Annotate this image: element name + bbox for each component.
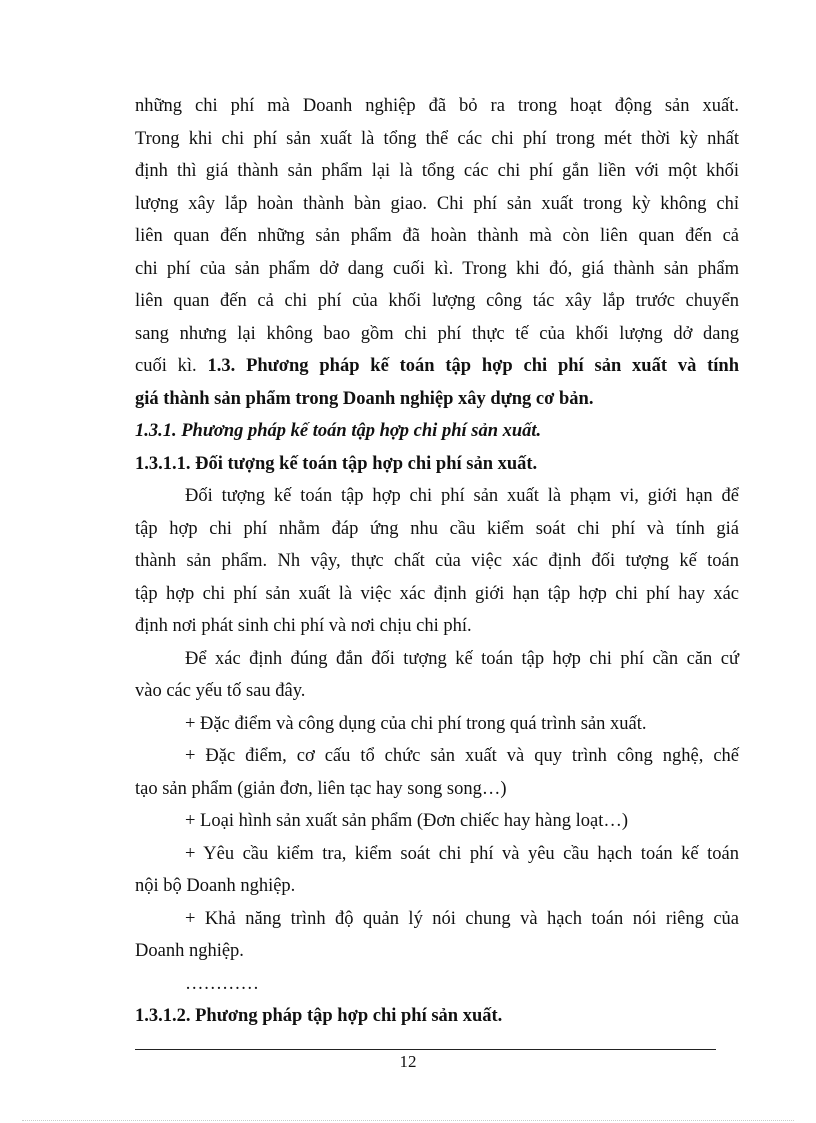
- bullet-item: + Đặc điểm, cơ cấu tổ chức sản xuất và quy trình công nghệ, chế: [185, 746, 739, 766]
- page-body: [135, 90, 739, 1033]
- bullet-item: + Khả năng trình độ quản lý nói chung và hạch toán nói riêng của: [185, 908, 739, 929]
- body-line: Trong khi chi phí sản xuất là tổng thể các chi phí trong mét thời kỳ nhất: [135, 128, 739, 149]
- body-line: Đối tượng kế toán tập hợp chi phí sản xuất là phạm vi, giới hạn để: [185, 486, 739, 506]
- body-line: liên quan đến cả chi phí của khối lượng công tác xây lắp trước chuyển: [135, 291, 739, 311]
- section-heading-1-3: 1.3. Phương pháp kế toán tập hợp chi phí sản xuất và tính: [207, 356, 740, 376]
- body-line: tập hợp chi phí nhằm đáp ứng nhu cầu kiểm soát chi phí và tính giá: [135, 518, 739, 539]
- page-number: 12: [399, 1052, 417, 1071]
- section-heading-1-3-cont: giá thành sản phẩm trong Doanh nghiệp xây dựng cơ bản.: [135, 388, 594, 409]
- body-line: những chi phí mà Doanh nghiệp đã bỏ ra trong hoạt động sản xuất.: [135, 96, 739, 116]
- body-text-end: cuối kì.: [135, 356, 197, 376]
- body-line: thành sản phẩm. Nh vậy, thực chất của việc xác định đối tượng kế toán: [135, 551, 739, 571]
- body-line: Để xác định đúng đắn đối tượng kế toán tập hợp chi phí cần căn cứ: [185, 648, 739, 669]
- body-line: định thì giá thành sản phẩm lại là tổng các chi phí gắn liền với một khối: [135, 161, 739, 181]
- section-heading-1-3-1-1: 1.3.1.1. Đối tượng kế toán tập hợp chi phí sản xuất.: [135, 453, 538, 474]
- body-line: liên quan đến những sản phẩm đã hoàn thành mà còn liên quan đến cả: [135, 226, 739, 246]
- bullet-item-cont: nội bộ Doanh nghiệp.: [135, 876, 296, 896]
- body-line: sang nhưng lại không bao gồm chi phí thực tế của khối lượng dở dang: [135, 323, 739, 344]
- ellipsis-line: …………: [185, 973, 259, 994]
- body-line: chi phí của sản phẩm dở dang cuối kì. Trong khi đó, giá thành sản phẩm: [135, 258, 739, 279]
- page-edge-divider: [22, 1120, 794, 1121]
- bullet-item-cont: tạo sản phẩm (giản đơn, liên tạc hay song song…): [135, 778, 507, 799]
- section-heading-1-3-1: 1.3.1. Phương pháp kế toán tập hợp chi phí sản xuất.: [135, 421, 542, 441]
- bullet-item-cont: Doanh nghiệp.: [135, 941, 244, 961]
- bullet-item: + Yêu cầu kiểm tra, kiểm soát chi phí và yêu cầu hạch toán kế toán: [185, 843, 739, 864]
- body-line: tập hợp chi phí sản xuất là việc xác định giới hạn tập hợp chi phí hay xác: [135, 583, 739, 604]
- bullet-item: + Loại hình sản xuất sản phẩm (Đơn chiếc hay hàng loạt…): [185, 811, 629, 831]
- section-heading-1-3-1-2: 1.3.1.2. Phương pháp tập hợp chi phí sản xuất.: [135, 1006, 503, 1026]
- footer-rule: [135, 1049, 716, 1050]
- body-line: định nơi phát sinh chi phí và nơi chịu chi phí.: [135, 616, 472, 636]
- mixed-line: [135, 350, 739, 383]
- bullet-item: + Đặc điểm và công dụng của chi phí trong quá trình sản xuất.: [185, 713, 647, 734]
- body-line: vào các yếu tố sau đây.: [135, 681, 306, 701]
- body-line: lượng xây lắp hoàn thành bàn giao. Chi phí sản xuất trong kỳ không chỉ: [135, 193, 739, 214]
